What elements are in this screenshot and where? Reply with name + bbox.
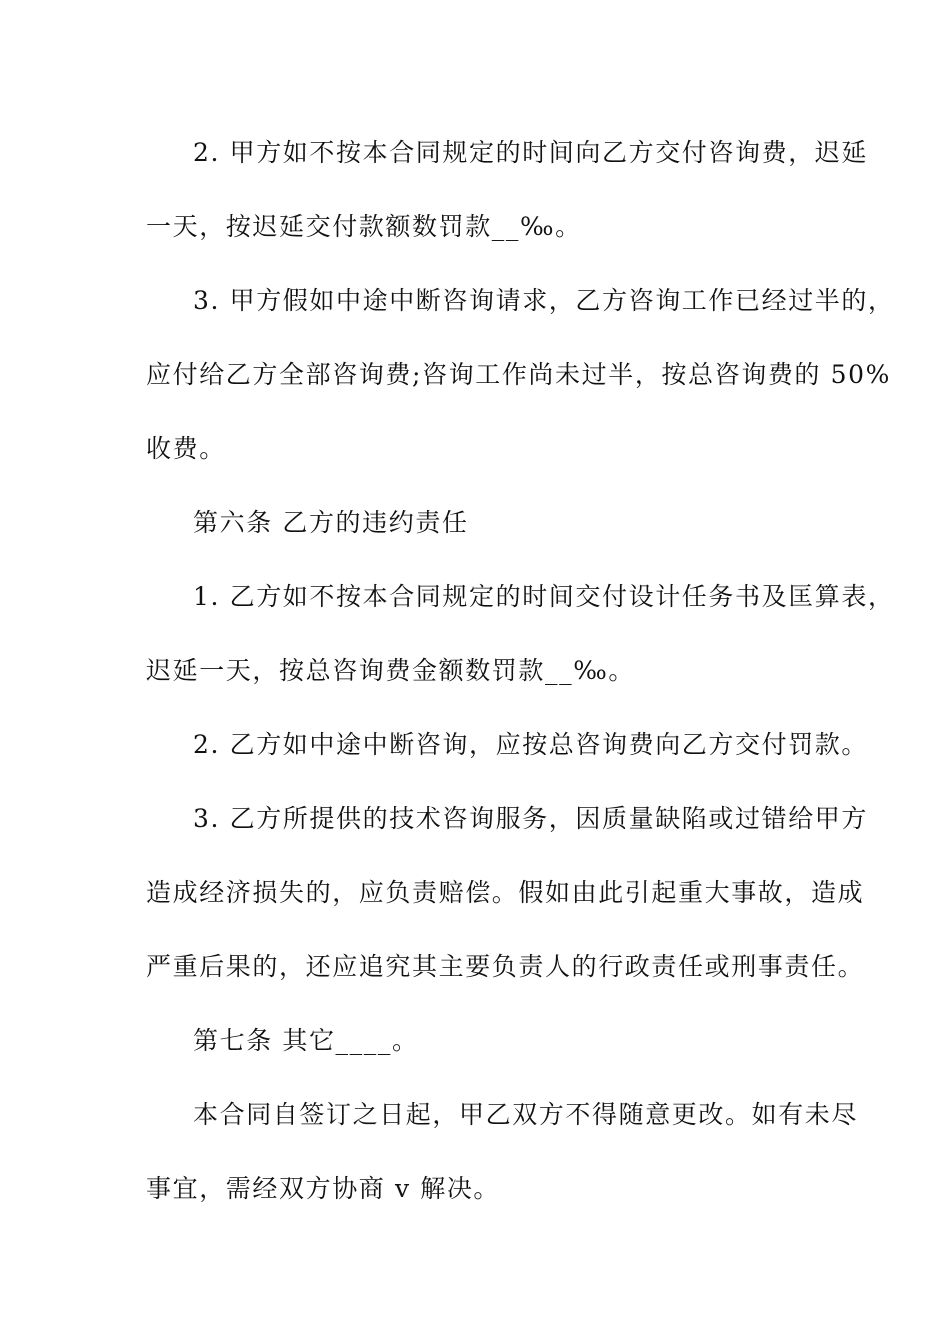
clause-6-item-3-line-3: 严重后果的，还应追究其主要负责人的行政责任或刑事责任。 bbox=[146, 952, 865, 981]
clause-6-item-1-line-1: 1. 乙方如不按本合同规定的时间交付设计任务书及匡算表， bbox=[193, 582, 895, 611]
clause-5-item-2-line-2: 一天，按迟延交付款额数罚款__‰。 bbox=[146, 212, 582, 241]
clause-5-item-3-line-2: 应付给乙方全部咨询费;咨询工作尚未过半，按总咨询费的 50% bbox=[146, 360, 891, 389]
clause-6-item-1-line-2: 迟延一天，按总咨询费金额数罚款__‰。 bbox=[146, 656, 635, 685]
clause-7-heading: 第七条 其它____。 bbox=[193, 1026, 419, 1055]
clause-6-item-3-line-2: 造成经济损失的，应负责赔偿。假如由此引起重大事故，造成 bbox=[146, 878, 865, 907]
closing-paragraph-line-2: 事宜，需经双方协商 v 解决。 bbox=[146, 1174, 501, 1203]
closing-paragraph-line-1: 本合同自签订之日起，甲乙双方不得随意更改。如有未尽 bbox=[193, 1100, 859, 1129]
clause-6-heading: 第六条 乙方的违约责任 bbox=[193, 508, 469, 537]
clause-5-item-2-line-1: 2. 甲方如不按本合同规定的时间向乙方交付咨询费，迟延 bbox=[193, 138, 869, 167]
clause-5-item-3-line-3: 收费。 bbox=[146, 434, 226, 463]
clause-6-item-3-line-1: 3. 乙方所提供的技术咨询服务，因质量缺陷或过错给甲方 bbox=[193, 804, 869, 833]
clause-5-item-3-line-1: 3. 甲方假如中途中断咨询请求，乙方咨询工作已经过半的， bbox=[193, 286, 895, 315]
clause-6-item-2: 2. 乙方如中途中断咨询，应按总咨询费向乙方交付罚款。 bbox=[193, 730, 869, 759]
